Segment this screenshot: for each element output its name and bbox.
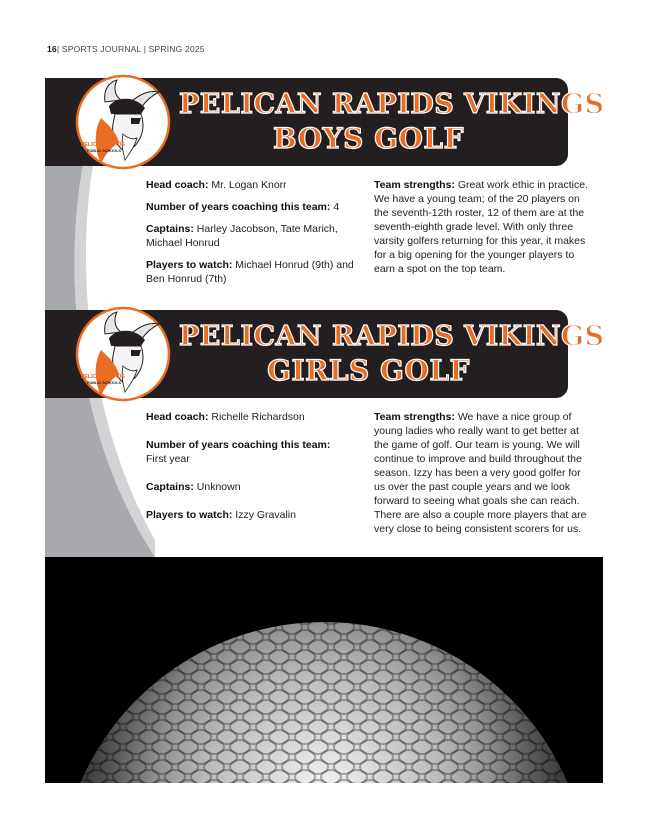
viking-logo-icon (75, 74, 171, 170)
girls-strengths-column (374, 410, 592, 544)
logo-text-line2: PUBLIC SCHOOLS (87, 149, 121, 153)
boys-banner-title-line1: PELICAN RAPIDS VIKINGS (179, 89, 605, 120)
golf-ball-image (45, 557, 603, 783)
girls-captains: Captains: Unknown (146, 481, 241, 493)
logo-text-line1: PELICAN RAPIDS (81, 142, 125, 148)
boys-players-to-watch: Players to watch: Michael Honrud (9th) and Ben Honrud (7th) (146, 259, 354, 285)
golf-ball-photo (45, 557, 603, 783)
girls-team-strengths: Team strengths: We have a nice group of young ladies who really want to get better at the game of golf. Our team is young. We will continue to improve and build throughout the season. Izzy has been a very good golfer for us over the past couple years and we look forward to seeing what goals she can reach. There are also a couple more players that are very close to being consistent scorers for us. (374, 411, 587, 535)
girls-players-to-watch: Players to watch: Izzy Gravalin (146, 509, 296, 521)
boys-team-strengths: Team strengths: Great work ethic in practice. We have a young team; of the 20 players on the seventh-12th roster, 12 of them are at the seventh-eighth grade level. With only three varsity golfers returning for this year, it makes for a big opening for the younger players to earn a spot on the top team. (374, 179, 588, 275)
boys-info-column (146, 178, 356, 294)
boys-captains: Captains: Harley Jacobson, Tate Marich, Michael Honrud (146, 223, 338, 249)
page-header (47, 44, 205, 54)
girls-years-coaching: Number of years coaching this team: First year (146, 439, 331, 465)
publication-info: | SPORTS JOURNAL | SPRING 2025 (56, 44, 205, 54)
logo-text-line2: PUBLIC SCHOOLS (87, 381, 121, 385)
girls-banner-title-line1: PELICAN RAPIDS VIKINGS (179, 321, 605, 352)
boys-strengths-column (374, 178, 592, 284)
girls-info-column (146, 410, 356, 530)
boys-years-coaching: Number of years coaching this team: 4 (146, 201, 340, 213)
girls-head-coach: Head coach: Richelle Richardson (146, 411, 305, 423)
girls-banner-title-line2: GIRLS GOLF (267, 354, 470, 387)
boys-head-coach: Head coach: Mr. Logan Knorr (146, 179, 287, 191)
viking-logo-icon (75, 306, 171, 402)
logo-text-line1: PELICAN RAPIDS (81, 374, 125, 380)
boys-banner-title-line2: BOYS GOLF (273, 122, 464, 155)
page-number: 16 (47, 44, 57, 54)
